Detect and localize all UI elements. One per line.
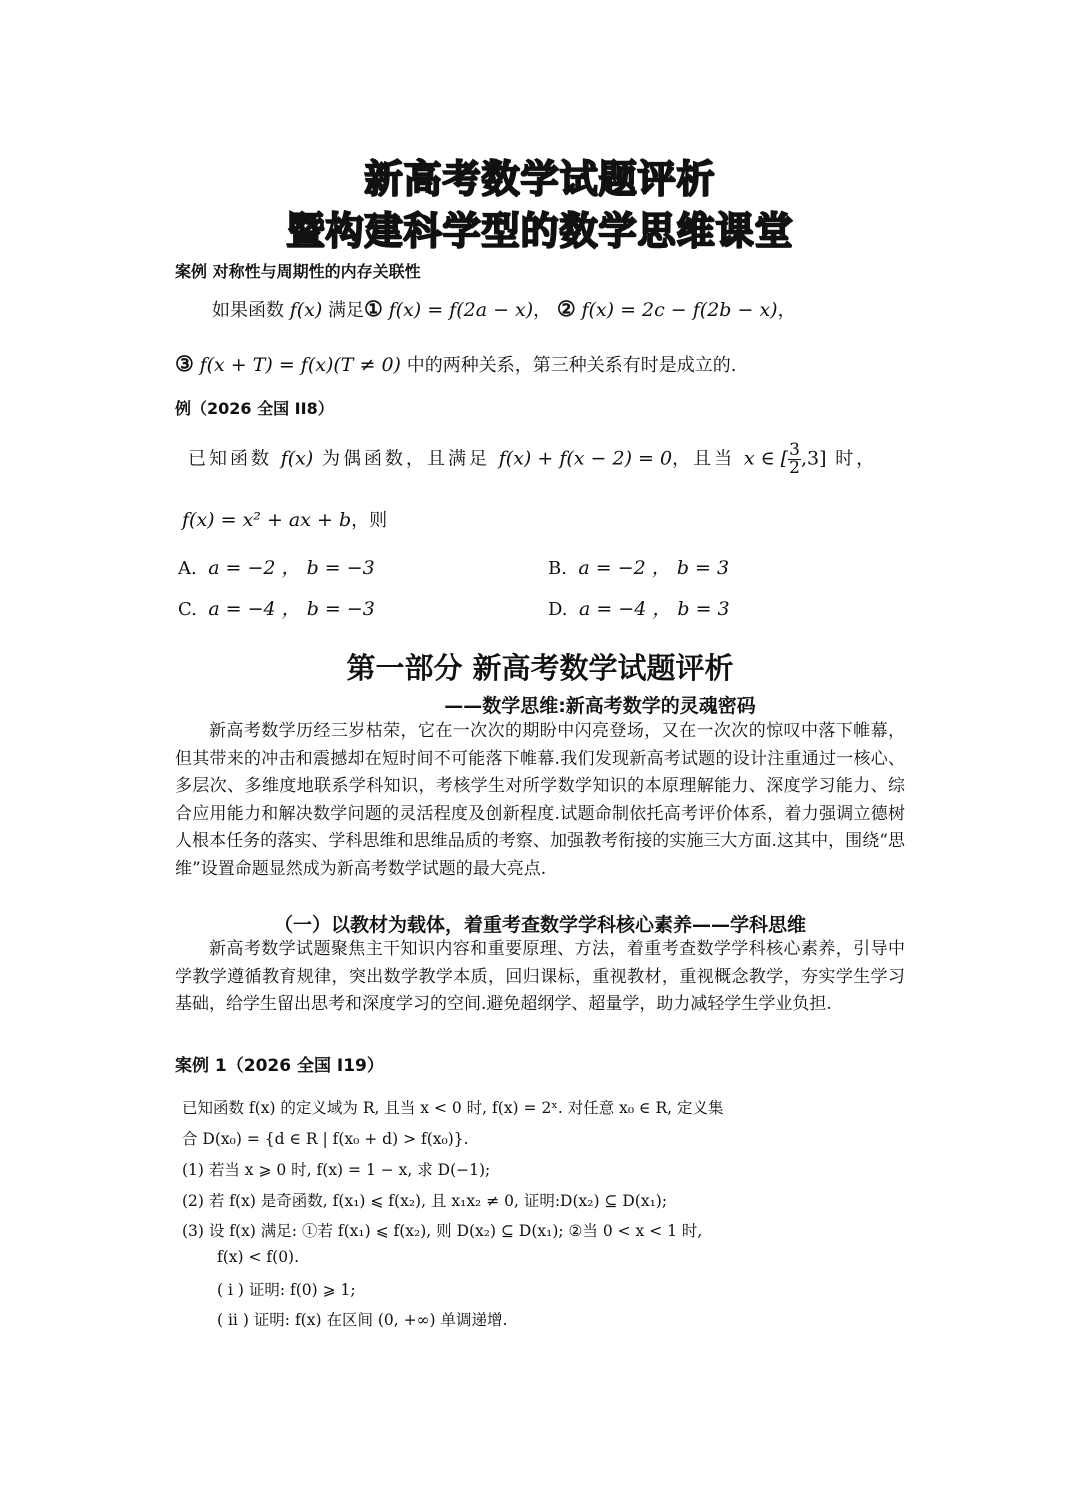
condition-2-formula: f(x) = 2c − f(2b − x) [581,299,778,321]
condition-1-mark: ① [364,296,383,321]
case1-line: ( i ) 证明: f(0) ⩾ 1; [217,1281,356,1299]
stem-interval-end: ,3] [800,447,827,470]
part1-subtitle: ——数学思维:新高考数学的灵魂密码 [444,695,756,717]
condition-1-formula: f(x) = f(2a − x) [388,299,534,321]
section1-title: （一）以教材为载体，着重考查数学学科核心素养——学科思维 [273,914,806,936]
stem-then: ，则 [351,510,388,531]
intro-case-label: 案例 对称性与周期性的内存关联性 [175,262,421,281]
part1-paragraph: 新高考数学历经三岁枯荣，它在一次次的期盼中闪亮登场，又在一次次的惊叹中落下帷幕，但其带来的冲击和震撼却在短时间不可能落下帷幕.我们发现新高考试题的设计注重通过一核心、多层次、多维度地联系学科知识，考核学生对所学数学知识的本原理解能力、深度学习能力、综合应用能力和解决数学问题的灵活程度及创新程度.试题命制依托高考评价体系，着力强调立德树人根本任务的落实、学科思维和思维品质的考察、加强教考衔接的实施三大方面.这其中，围绕“思维”设置命题显然成为新高考数学试题的最大亮点. [175,721,905,879]
intro-fx: f(x) [289,299,323,321]
stem-text: ，且当 [672,448,744,470]
intro-text-prefix: 如果函数 [212,300,290,321]
intro-line2-suffix: 中的两种关系，第三种关系有时是成立的. [400,355,737,376]
option-text: a = −4 ， b = 3 [578,598,730,620]
option-text: a = −2 ， b = 3 [578,557,730,579]
case1-label: 案例 1（2026 全国 I19） [175,1056,384,1076]
separator: ， [777,300,796,321]
case1-line: (1) 若当 x ⩾ 0 时, f(x) = 1 − x, 求 D(−1); [182,1161,491,1179]
part1-title: 第一部分 新高考数学试题评析 [346,651,734,685]
intro-case-line1 [212,296,796,322]
stem-equation: f(x) + f(x − 2) = 0 [498,447,673,470]
condition-3-mark: ③ [175,351,194,376]
case1-line: (2) 若 f(x) 是奇函数, f(x₁) ⩽ f(x₂), 且 x₁x₂ ≠ 0, 证明:D(x₂) ⊆ D(x₁); [182,1192,668,1210]
condition-3-formula: f(x + T) = f(x)(T ≠ 0) [199,354,401,376]
stem-fx: f(x) [280,447,314,470]
intro-text-mid: 满足 [322,300,365,321]
stem-quadratic: f(x) = x² + ax + b [182,509,352,531]
option-letter: D. [548,599,568,620]
fraction-denominator: 2 [789,458,800,478]
example-label: 例（2026 全国 II8） [175,399,334,418]
option-c [178,594,375,621]
document-title-line2: 暨构建科学型的数学思维课堂 [286,209,794,253]
document-title-line1: 新高考数学试题评析 [364,157,716,201]
case1-line: f(x) < f(0). [217,1248,300,1266]
fraction-three-halves [788,442,801,477]
stem-text: 已知函数 [188,448,281,470]
case1-line: 已知函数 f(x) 的定义域为 R, 且当 x < 0 时, f(x) = 2ˣ. 对任意 x₀ ∈ R, 定义集 [182,1099,724,1117]
fraction-numerator: 3 [789,440,800,460]
example-stem-line2 [182,506,387,532]
option-text: a = −4 ， b = −3 [208,598,375,620]
option-a [178,553,375,580]
option-b [548,553,729,580]
option-d [548,594,730,621]
stem-x-in: x ∈ [ [743,447,789,470]
case1-line: ( ii ) 证明: f(x) 在区间 (0, +∞) 单调递增. [217,1311,508,1329]
case1-line: 合 D(x₀) = {d ∈ R | f(x₀ + d) > f(x₀)}. [182,1130,469,1148]
option-letter: C. [178,599,197,620]
separator: ， [533,300,552,321]
stem-text: 为偶函数，且满足 [313,448,499,470]
intro-case-line2 [175,351,736,377]
stem-text: 时， [826,448,878,470]
case1-line: (3) 设 f(x) 满足: ①若 f(x₁) ⩽ f(x₂), 则 D(x₂) ⊆ D(x₁); ②当 0 < x < 1 时, [182,1222,703,1240]
example-stem-line1 [188,442,877,477]
option-letter: A. [178,558,197,579]
option-text: a = −2 ， b = −3 [208,557,375,579]
section1-paragraph: 新高考数学试题聚焦主干知识内容和重要原理、方法，着重考查数学学科核心素养，引导中学教学遵循教育规律，突出数学教学本质，回归课标，重视教材，重视概念教学，夯实学生学习基础，给学生留出思考和深度学习的空间.避免超纲学、超量学，助力减轻学生学业负担. [175,939,905,1014]
option-letter: B. [548,558,567,579]
condition-2-mark: ② [556,296,576,321]
